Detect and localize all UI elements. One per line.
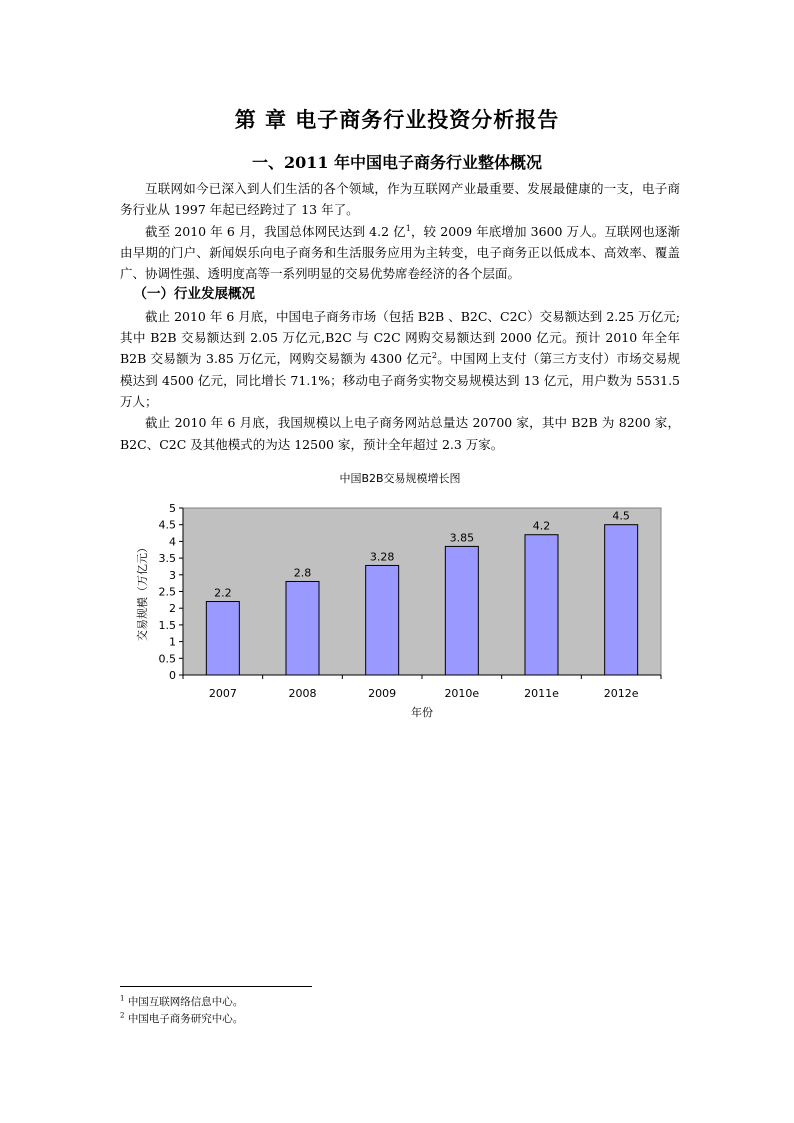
paragraph-3-text-a: 截止 2010 年 6 月底，中国电子商务市场（包括 B2B 、B2C、C2C）交易额达到 2.25 万亿元;其中 B2B 交易额达到 2.05 万亿元,B2C 与 C2C 网购交易额达到 2000 亿元。预计 2010 年全年 B2B 交易额为 3.85 万亿元，网购交易额为 4300 亿元 xyxy=(120,308,680,367)
bar xyxy=(605,525,638,675)
y-tick-label: 2.5 xyxy=(158,585,176,599)
paragraph-2 xyxy=(120,221,680,285)
data-label: 3.85 xyxy=(449,531,475,545)
document-title: 第 章 电子商务行业投资分析报告 xyxy=(234,107,560,132)
y-tick-label: 2 xyxy=(169,602,176,616)
bar xyxy=(445,546,478,675)
footnote-1 xyxy=(120,995,243,1009)
bar xyxy=(366,565,399,675)
y-tick-label: 0 xyxy=(169,669,176,682)
body-text xyxy=(120,178,680,455)
footnote-2 xyxy=(120,1012,243,1026)
data-label: 2.2 xyxy=(214,586,232,600)
bar xyxy=(206,602,239,675)
footnote-ref-2: 2 xyxy=(431,351,437,361)
data-label: 4.5 xyxy=(612,509,630,523)
bar xyxy=(286,581,319,675)
x-tick-label: 2009 xyxy=(368,687,397,700)
footnote-separator xyxy=(120,986,312,987)
bar xyxy=(525,535,558,675)
y-tick-label: 4.5 xyxy=(158,518,176,532)
x-tick-label: 2007 xyxy=(208,687,237,700)
x-tick-label: 2012e xyxy=(603,687,639,700)
data-label: 4.2 xyxy=(532,519,551,533)
paragraph-2-text-b: ，较 2009 年底增加 3600 万人。互联网也逐渐由早期的门户、新闻娱乐向电子商务和生活服务应用为主转变，电子商务正以低成本、高效率、覆盖广、协调性强、透明度高等一系列明显的交易优势席卷经济的各个层面。 xyxy=(120,223,680,282)
footnote-1-text: 中国互联网络信息中心。 xyxy=(127,996,244,1008)
footnote-2-text: 中国电子商务研究中心。 xyxy=(127,1013,244,1025)
footnote-ref-1: 1 xyxy=(405,223,411,233)
data-label: 2.8 xyxy=(293,566,312,580)
y-tick-label: 3.5 xyxy=(158,552,176,566)
x-tick-label: 2011e xyxy=(524,687,559,700)
subsection-heading: （一）行业发展概况 xyxy=(133,286,255,303)
y-tick-label: 3 xyxy=(169,568,176,582)
y-tick-label: 1.5 xyxy=(158,618,176,632)
data-label: 3.28 xyxy=(369,550,395,564)
y-tick-label: 4 xyxy=(169,535,176,549)
section-heading: 一、2011 年中国电子商务行业整体概况 xyxy=(251,153,543,172)
paragraph-4: 截止 2010 年 6 月底，我国规模以上电子商务网站总量达 20700 家，其中 B2B 为 8200 家，B2C、C2C 及其他模式的为达 12500 家，预计全年超过 2.3 万家。 xyxy=(120,415,680,452)
x-tick-label: 2008 xyxy=(288,687,317,700)
paragraph-1: 互联网如今已深入到人们生活的各个领域，作为互联网产业最重要、发展最健康的一支，电子商务行业从 1997 年起已经跨过了 13 年了。 xyxy=(120,181,680,218)
y-tick-label: 0.5 xyxy=(158,652,176,666)
y-axis-title: 交易规模（万亿元） xyxy=(136,542,149,641)
paragraph-3 xyxy=(120,306,680,412)
paragraph-3-text-b: 。中国网上支付（第三方支付）市场交易规模达到 4500 亿元，同比增长 71.1%；移动电子商务实物交易规模达到 13 亿元，用户数为 5531.5 万人； xyxy=(120,351,680,409)
y-tick-label: 1 xyxy=(169,635,176,649)
x-axis-title: 年份 xyxy=(411,706,433,719)
bar-chart xyxy=(120,490,680,730)
footnote-1-mark: 1 xyxy=(120,994,125,1003)
y-tick-label: 5 xyxy=(169,502,176,515)
footnote-2-mark: 2 xyxy=(120,1011,125,1020)
plot-area xyxy=(183,508,661,675)
x-tick-label: 2010e xyxy=(444,687,480,700)
chart-title: 中国B2B交易规模增长图 xyxy=(339,472,461,485)
paragraph-2-text-a: 截至 2010 年 6 月，我国总体网民达到 4.2 亿 xyxy=(145,223,406,239)
